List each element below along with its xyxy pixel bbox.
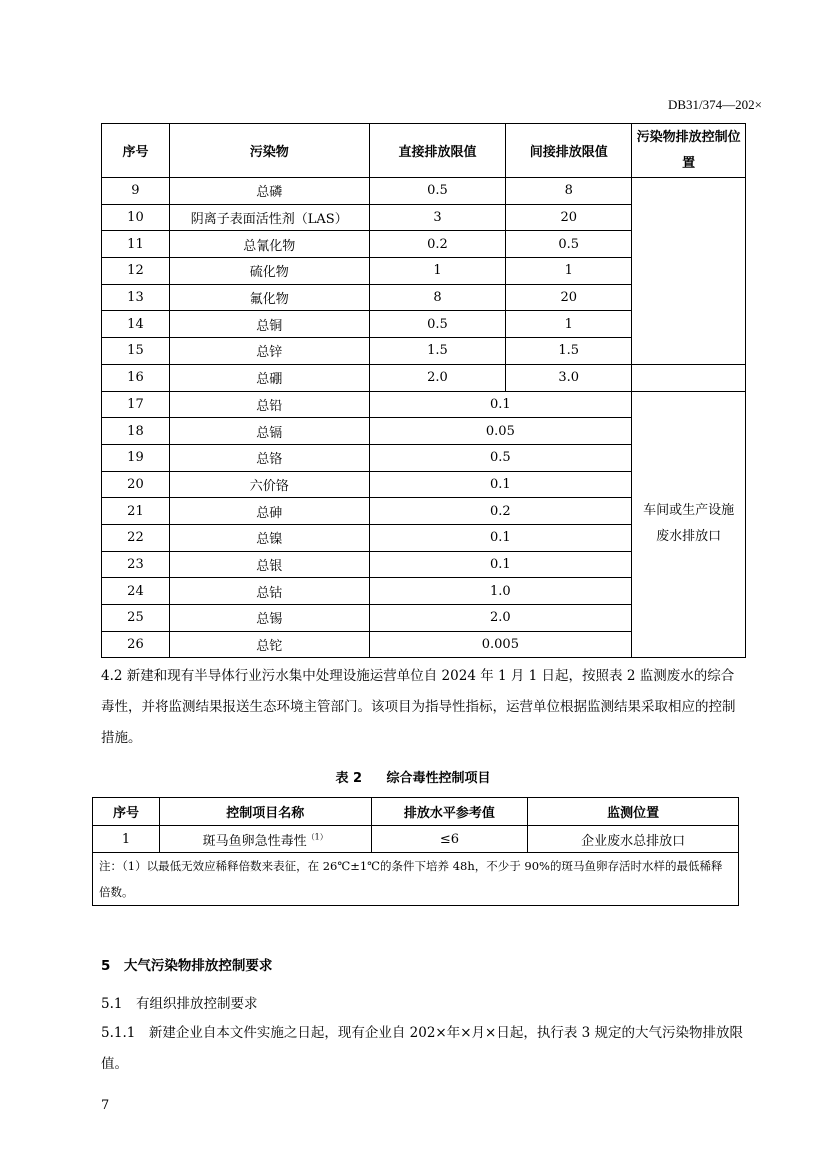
- table-header-row: [102, 124, 746, 178]
- cell-no: 17: [102, 391, 170, 418]
- cell-limit: 0.1: [369, 391, 632, 418]
- table-row: [102, 178, 746, 205]
- cell-pollutant: 总铜: [169, 311, 369, 338]
- document-number: DB31/374—202×: [667, 97, 762, 112]
- table-note-row: [93, 853, 739, 906]
- table2-caption-number: 表 2: [335, 771, 363, 786]
- cell-pollutant: 总硼: [169, 364, 369, 391]
- cell-pollutant: 总钴: [169, 578, 369, 605]
- header-no: 序号: [102, 124, 170, 178]
- cell-limit: 2.0: [369, 605, 632, 632]
- header-item: 控制项目名称: [159, 798, 371, 826]
- cell-no: 23: [102, 551, 170, 578]
- cell-indirect-limit: 20: [506, 204, 632, 231]
- cell-limit: 0.1: [369, 524, 632, 551]
- table2-caption-title: 综合毒性控制项目: [386, 771, 491, 786]
- cell-indirect-limit: 20: [506, 284, 632, 311]
- cell-no: 25: [102, 605, 170, 632]
- cell-no: 1: [93, 826, 160, 853]
- cell-direct-limit: 1.5: [369, 338, 506, 365]
- cell-no: 18: [102, 418, 170, 445]
- paragraph-5-1-1: 5.1.1 新建企业自本文件实施之日起，现有企业自 202×年×月×日起，执行表 3 规定的大气污染物排放限值。: [101, 1025, 744, 1072]
- cell-indirect-limit: 1: [506, 311, 632, 338]
- header-reference-value: 排放水平参考值: [371, 798, 528, 826]
- toxicity-control-table: [92, 797, 739, 906]
- cell-pollutant: 总银: [169, 551, 369, 578]
- cell-item: [159, 826, 371, 853]
- cell-monitor-location: 企业废水总排放口: [528, 826, 739, 853]
- cell-indirect-limit: 1: [506, 258, 632, 285]
- pollutant-limits-table: [101, 123, 746, 658]
- cell-direct-limit: 0.5: [369, 178, 506, 205]
- cell-pollutant: 总镉: [169, 418, 369, 445]
- cell-limit: 0.1: [369, 551, 632, 578]
- table-header-row: [93, 798, 739, 826]
- cell-pollutant: 总铅: [169, 391, 369, 418]
- cell-pollutant: 总铊: [169, 631, 369, 658]
- header-pollutant: 污染物: [169, 124, 369, 178]
- cell-no: 10: [102, 204, 170, 231]
- cell-no: 12: [102, 258, 170, 285]
- cell-no: 20: [102, 471, 170, 498]
- cell-no: 21: [102, 498, 170, 525]
- cell-pollutant: 氟化物: [169, 284, 369, 311]
- cell-indirect-limit: 8: [506, 178, 632, 205]
- cell-indirect-limit: 3.0: [506, 364, 632, 391]
- cell-no: 16: [102, 364, 170, 391]
- cell-pollutant: 总铬: [169, 444, 369, 471]
- cell-pollutant: 总镍: [169, 524, 369, 551]
- cell-limit: 0.05: [369, 418, 632, 445]
- cell-no: 22: [102, 524, 170, 551]
- paragraph-4-2: 4.2 新建和现有半导体行业污水集中处理设施运营单位自 2024 年 1 月 1 日起，按照表 2 监测废水的综合毒性，并将监测结果报送生态环境主管部门。该项目为指导性指标，运营单位根据监测结果采取相应的控制措施。: [101, 668, 736, 746]
- cell-limit: 0.005: [369, 631, 632, 658]
- cell-pollutant: 六价铬: [169, 471, 369, 498]
- cell-location-blank: [632, 364, 746, 391]
- cell-limit: 0.1: [369, 471, 632, 498]
- cell-pollutant: 硫化物: [169, 258, 369, 285]
- subsection-5-1-heading: 5.1 有组织排放控制要求: [101, 996, 258, 1012]
- cell-no: 24: [102, 578, 170, 605]
- table-row: [102, 364, 746, 391]
- header-monitor-location: 监测位置: [528, 798, 739, 826]
- header-no: 序号: [93, 798, 160, 826]
- header-control-location: 污染物排放控制位置: [632, 124, 746, 178]
- cell-no: 14: [102, 311, 170, 338]
- cell-control-location: 车间或生产设施废水排放口: [632, 391, 746, 658]
- cell-pollutant: 总磷: [169, 178, 369, 205]
- section-5-heading: 5 大气污染物排放控制要求: [101, 958, 273, 974]
- header-indirect-limit: 间接排放限值: [506, 124, 632, 178]
- cell-no: 15: [102, 338, 170, 365]
- cell-limit: 0.5: [369, 444, 632, 471]
- cell-no: 13: [102, 284, 170, 311]
- page-number: 7: [101, 1098, 110, 1113]
- item-footnote-ref: （1）: [306, 832, 328, 842]
- table-row: [102, 391, 746, 418]
- cell-indirect-limit: 1.5: [506, 338, 632, 365]
- header-direct-limit: 直接排放限值: [369, 124, 506, 178]
- cell-pollutant: 总锡: [169, 605, 369, 632]
- cell-direct-limit: 0.5: [369, 311, 506, 338]
- cell-direct-limit: 1: [369, 258, 506, 285]
- cell-no: 9: [102, 178, 170, 205]
- cell-no: 11: [102, 231, 170, 258]
- cell-direct-limit: 3: [369, 204, 506, 231]
- cell-pollutant: 总砷: [169, 498, 369, 525]
- cell-direct-limit: 0.2: [369, 231, 506, 258]
- cell-direct-limit: 2.0: [369, 364, 506, 391]
- cell-no: 19: [102, 444, 170, 471]
- cell-location-blank: [632, 178, 746, 365]
- item-name: 斑马鱼卵急性毒性: [202, 833, 307, 849]
- table-row: [93, 826, 739, 853]
- table-note: 注：（1）以最低无效应稀释倍数来表征，在 26℃±1℃的条件下培养 48h，不少于 90%的斑马鱼卵存活时水样的最低稀释倍数。: [93, 853, 739, 906]
- cell-limit: 1.0: [369, 578, 632, 605]
- cell-pollutant: 总锌: [169, 338, 369, 365]
- cell-no: 26: [102, 631, 170, 658]
- cell-limit: 0.2: [369, 498, 632, 525]
- cell-indirect-limit: 0.5: [506, 231, 632, 258]
- cell-direct-limit: 8: [369, 284, 506, 311]
- table2-caption: [0, 767, 826, 786]
- cell-pollutant: 总氰化物: [169, 231, 369, 258]
- cell-pollutant: 阴离子表面活性剂（LAS）: [169, 204, 369, 231]
- cell-reference-value: ≤6: [371, 826, 528, 853]
